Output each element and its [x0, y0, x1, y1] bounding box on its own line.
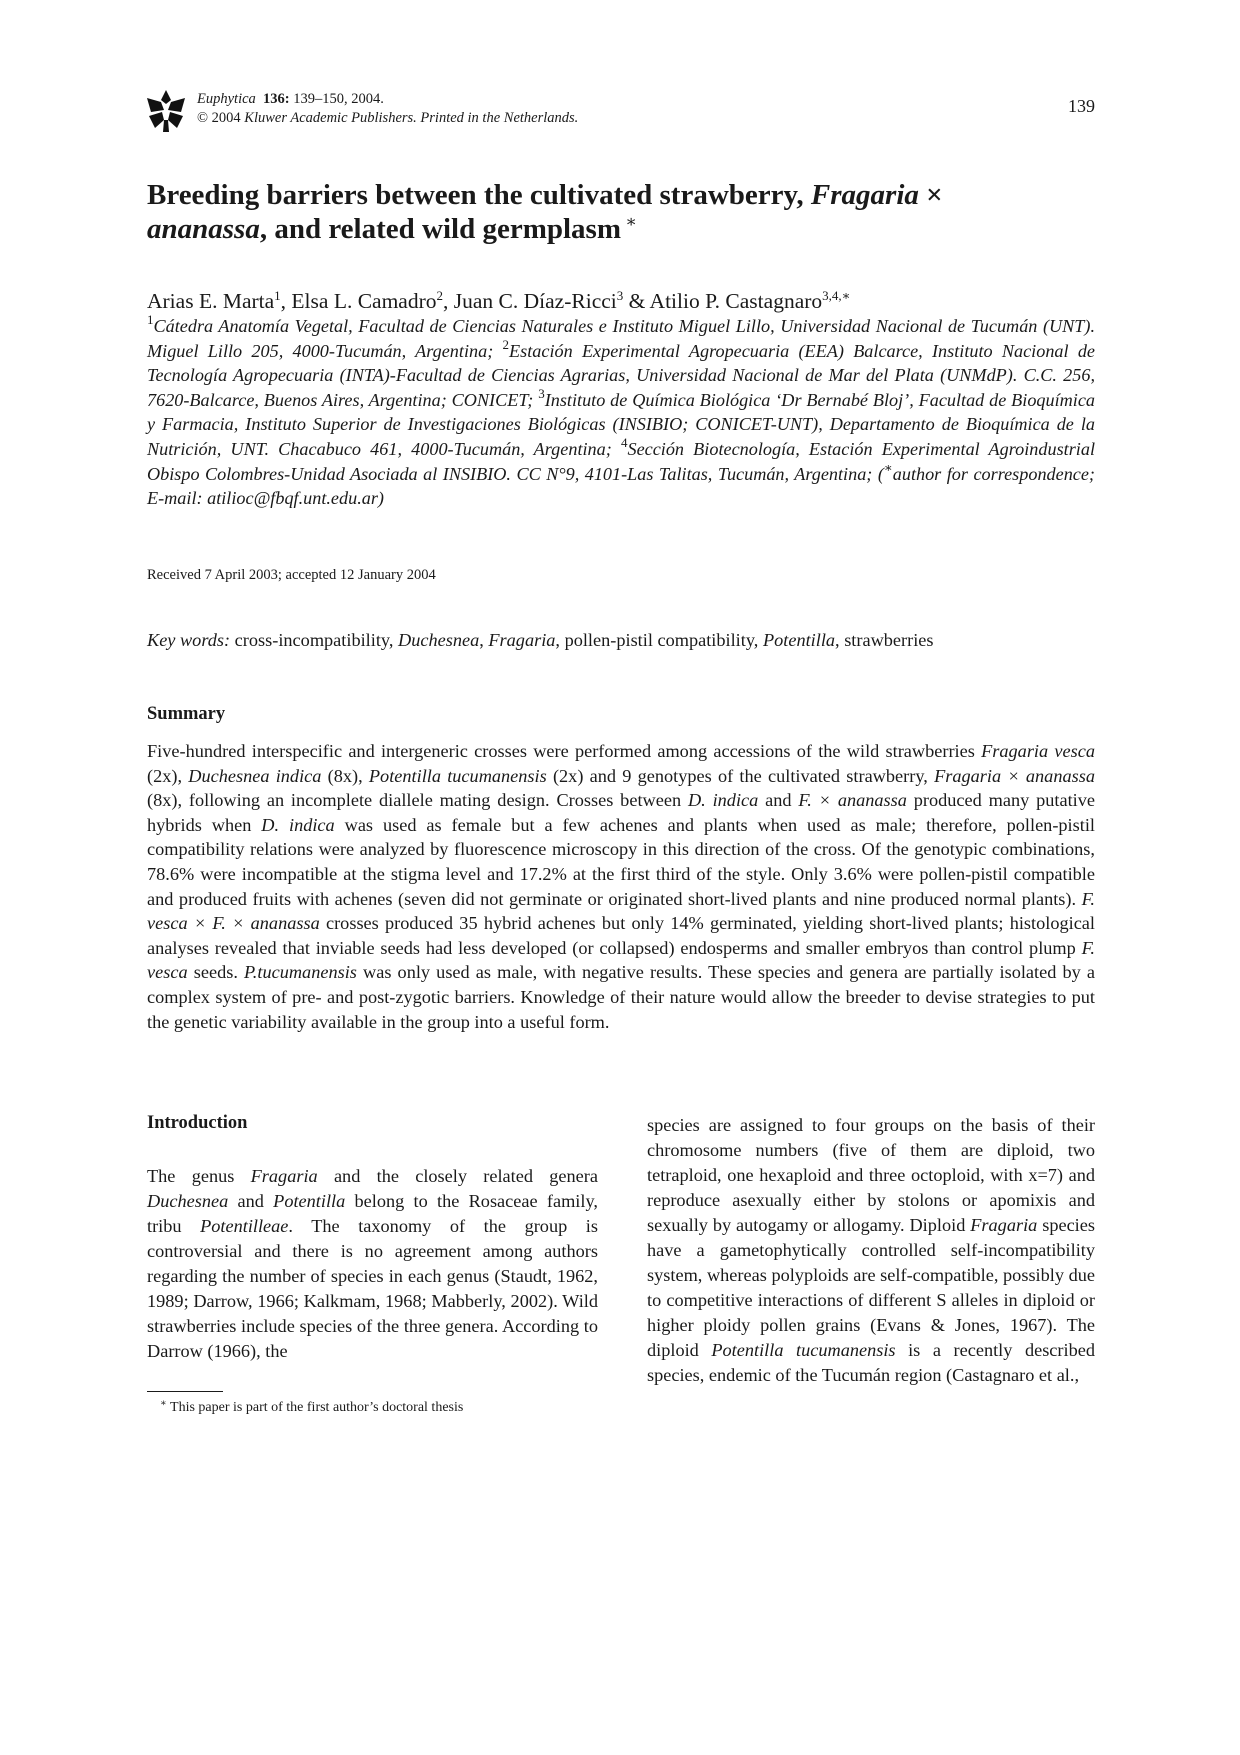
- intro-italic: Fragaria: [970, 1215, 1038, 1235]
- summary-text: produced many putative hybrids when: [147, 790, 1095, 835]
- footnote: [160, 1400, 463, 1416]
- intro-text: and the closely related genera: [317, 1166, 598, 1186]
- intro-italic: Duchesnea: [147, 1191, 229, 1211]
- summary-italic: F. vesca × F. × ananassa: [147, 888, 1095, 934]
- summary-text: seeds.: [187, 962, 244, 983]
- received-dates: Received 7 April 2003; accepted 12 January 2004: [147, 567, 436, 583]
- title-text-2: , and related wild germplasm: [259, 213, 621, 245]
- intro-italic: Potentilleae: [200, 1216, 289, 1236]
- journal-pages-year: 139–150, 2004.: [289, 91, 384, 107]
- summary-italic: Potentilla tucumanensis: [368, 765, 547, 786]
- intro-italic: Potentilla tucumanensis: [711, 1340, 896, 1360]
- footnote-divider: [147, 1391, 223, 1392]
- summary-text: was used as female but a few achenes and plants when used as male; therefore, pollen-pistil compatibility relations were analyzed by fluorescence microscopy in this direction of the cross. Of the genotypic combinations, 78.6% were incompatible at the stigma level and 17.2% at the first third of the style. Only 3.6% were pollen-pistil compatible and produced fruits with achenes (seven did not germinate or originated short-lived plants and nine produced normal plants).: [147, 814, 1095, 909]
- summary-italic: Duchesnea indica: [188, 765, 322, 786]
- introduction-column-right: [647, 1113, 1095, 1388]
- intro-text: belong to the Rosaceae family, tribu: [147, 1191, 598, 1236]
- journal-citation: [197, 90, 578, 128]
- journal-line-1: [197, 90, 578, 109]
- footnote-text: This paper is part of the first author’s doctoral thesis: [166, 1400, 464, 1415]
- author-1-affil: 1: [274, 288, 281, 303]
- keyword-italic: Fragaria: [488, 630, 556, 650]
- author-4-affil: 3,4,∗: [822, 288, 851, 303]
- introduction-column-left: [147, 1164, 598, 1364]
- page-number: 139: [1068, 96, 1095, 116]
- summary-body: [147, 739, 1095, 1034]
- affil-3: Instituto de Química Biológica ‘Dr Bernabé Bloj’, Facultad de Bioquímica y Farmacia, Instituto Superior de Investigaciones Biológicas (INSIBIO; CONICET-UNT), Departamento de Bioquímica de la Nutrición, UNT. Chacabuco 461, 4000-Tucumán, Argentina;: [147, 389, 1096, 459]
- publisher-name: Kluwer Academic Publishers. Printed in the Netherlands.: [244, 110, 579, 126]
- title-text-1: Breeding barriers between the cultivated strawberry,: [147, 179, 811, 211]
- summary-italic: Fragaria vesca: [981, 741, 1095, 761]
- corresponding-mark: ∗: [883, 459, 893, 475]
- keyword-italic: Duchesnea: [398, 630, 480, 650]
- summary-text: was only used as male, with negative results. These species and genera are partially isolated by a complex system of pre- and post-zygotic barriers. Knowledge of their nature would allow the breeder to devise strategies to put the genetic variability available in the group into a useful form.: [147, 962, 1095, 1032]
- article-title: [147, 178, 1047, 246]
- keyword-text: , strawberries: [835, 630, 934, 650]
- author-3-affil: 3: [616, 288, 624, 303]
- author-3: , Juan C. Díaz-Ricci: [443, 289, 617, 313]
- author-2-affil: 2: [436, 288, 444, 303]
- keywords: [147, 630, 934, 651]
- keyword-text: cross-incompatibility,: [230, 630, 398, 650]
- affil-4: Sección Biotecnología, Estación Experimental Agroindustrial Obispo Colombres-Unidad Asociada al INSIBIO. CC N°9, 4101-Las Talitas, Tucumán, Argentina; (: [147, 438, 1095, 484]
- intro-text: . The taxonomy of the group is controversial and there is no agreement among authors regarding the number of species in each genus (Staudt, 1962, 1989; Darrow, 1966; Kalkmam, 1968; Mabberly, 2002). Wild strawberries include species of the three genera. According to Darrow (1966), the: [147, 1216, 598, 1361]
- author-1: Arias E. Marta: [147, 289, 275, 313]
- intro-italic: Potentilla: [273, 1191, 346, 1211]
- intro-text: species are assigned to four groups on the basis of their chromosome numbers (five of them are diploid, two tetraploid, one hexaploid and three octoploid, with x=7) and reproduce asexually either by stolons or apomixis and sexually by autogamy or allogamy. Diploid: [647, 1115, 1095, 1235]
- intro-text: species have a gametophytically controlled self-incompatibility system, whereas polyploids are self-compatible, possibly due to competitive interactions of different S alleles in diploid or higher ploidy pollen grains (Evans & Jones, 1967). The diploid: [647, 1215, 1095, 1360]
- summary-text: crosses produced 35 hybrid achenes but only 14% germinated, yielding short-lived plants; histological analyses revealed that inviable seeds had less developed (or collapsed) endosperms and smaller embryos than control plump: [147, 913, 1095, 958]
- title-genus: Fragaria: [810, 179, 919, 211]
- summary-italic: F. × ananassa: [798, 790, 907, 811]
- summary-italic: F. vesca: [147, 937, 1095, 983]
- summary-text: (2x) and 9 genotypes of the cultivated strawberry,: [546, 765, 935, 786]
- affiliations: [147, 314, 1095, 511]
- copyright-notice: © 2004: [197, 110, 245, 126]
- publisher-logo-icon: [147, 90, 185, 132]
- author-2: , Elsa L. Camadro: [280, 289, 437, 313]
- intro-text: and: [228, 1191, 274, 1211]
- affil-mark-2: 2: [502, 336, 510, 352]
- summary-heading: Summary: [147, 704, 226, 724]
- summary-text: (2x),: [147, 765, 189, 786]
- journal-name: Euphytica: [197, 91, 256, 107]
- title-cross-sign: ×: [918, 179, 943, 211]
- footnote-mark: ∗: [160, 1398, 167, 1409]
- affil-mark-3: 3: [538, 385, 545, 401]
- affil-1: Cátedra Anatomía Vegetal, Facultad de Ciencias Naturales e Instituto Miguel Lillo, Universidad Nacional de Tucumán (UNT). Miguel Lillo 205, 4000-Tucumán, Argentina;: [147, 316, 1095, 361]
- corresponding-author: author for correspondence; E-mail: atilioc@fbqf.unt.edu.ar): [147, 463, 1095, 509]
- affil-2: Estación Experimental Agropecuaria (EEA) Balcarce, Instituto Nacional de Tecnología Agropecuaria (INTA)-Facultad de Ciencias Agrarias, Universidad Nacional de Mar del Plata (UNMdP). C.C. 256, 7620-Balcarce, Buenos Aires, Argentina; CONICET;: [147, 340, 1095, 410]
- title-species: ananassa: [147, 213, 260, 245]
- intro-text: is a recently described species, endemic of the Tucumán region (Castagnaro et al.,: [647, 1340, 1095, 1385]
- introduction-heading: Introduction: [147, 1113, 248, 1133]
- summary-text: (8x), following an incomplete diallele mating design. Crosses between: [147, 790, 688, 811]
- title-footnote-mark: ∗: [620, 212, 637, 231]
- keywords-label: Key words:: [147, 630, 231, 650]
- summary-text: Five-hundred interspecific and intergeneric crosses were performed among accessions of the wild strawberries: [147, 741, 982, 761]
- journal-line-2: [197, 109, 578, 128]
- keyword-text: ,: [479, 630, 489, 650]
- summary-italic: D. indica: [687, 790, 759, 811]
- intro-text: The genus: [147, 1166, 251, 1186]
- summary-text: and: [758, 790, 799, 811]
- author-4: & Atilio P. Castagnaro: [623, 289, 823, 313]
- author-list: [147, 288, 850, 314]
- journal-volume: 136:: [263, 91, 290, 107]
- summary-italic: D. indica: [261, 814, 335, 835]
- summary-italic: Fragaria × ananassa: [934, 765, 1095, 786]
- affil-mark-1: 1: [147, 312, 154, 327]
- affil-mark-4: 4: [620, 434, 628, 450]
- summary-text: (8x),: [321, 765, 369, 786]
- intro-italic: Fragaria: [250, 1166, 318, 1186]
- keyword-text: , pollen-pistil compatibility,: [555, 630, 763, 650]
- keyword-italic: Potentilla: [762, 630, 836, 650]
- summary-italic: P.tucumanensis: [244, 962, 357, 983]
